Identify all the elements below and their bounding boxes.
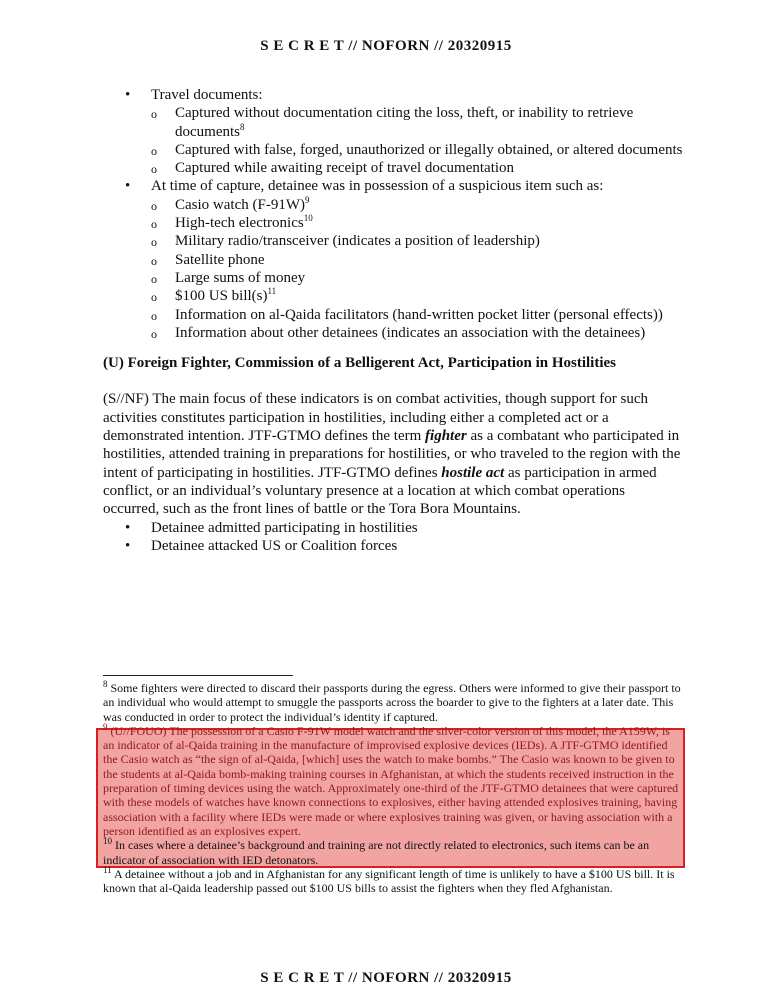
sub-list-item (151, 214, 683, 232)
footnote-number: 9 (103, 721, 108, 732)
sub-list-item (151, 269, 683, 287)
sub-item-text: Casio watch (F-91W) (175, 196, 305, 213)
suspicious-item-title: At time of capture, detainee was in possession of a suspicious item such as: (151, 178, 604, 195)
sub-item-text: Information about other detainees (indicates an association with the detainees) (175, 324, 646, 341)
travel-documents-title: Travel documents: (151, 87, 263, 103)
footnote-ref: 8 (240, 121, 245, 132)
list-item: • Detainee admitted participating in hostilities (103, 519, 683, 537)
sub-item-text: Captured with false, forged, unauthorized or illegally obtained, or altered documents (175, 141, 683, 158)
classification-footer: S E C R E T // NOFORN // 20320915 (260, 970, 512, 986)
list-item: • Detainee attacked US or Coalition forces (103, 537, 683, 555)
footnote-ref: 11 (267, 286, 277, 297)
footnote-text: Some fighters were directed to discard their passports during the egress. Others were informed to give their passport to an individual who would attempt to smuggle the passports across the boarder to give to the fighters at a later date. This was conducted in order to protect the individual’s identity if captured. (103, 681, 681, 724)
section-paragraph (103, 390, 683, 518)
sub-item-text: Captured without documentation citing the loss, theft, or inability to retrieve documents (175, 105, 634, 140)
sub-item-text: Satellite phone (175, 251, 265, 268)
defined-term: hostile act (441, 464, 505, 481)
document-body (103, 86, 683, 555)
sub-item-text: Captured while awaiting receipt of travel documentation (175, 160, 515, 177)
sub-list-item (151, 159, 683, 177)
paragraph-text: (S//NF) The main focus of these indicators is on combat activities, though support for such activities constitutes participation in hostilities, including either a completed act or a demonstrated intention. JTF-GTMO defines the term (103, 391, 649, 445)
footnote-11 (103, 864, 681, 896)
travel-documents-sublist (151, 104, 683, 177)
footnote-number: 8 (103, 679, 108, 689)
paragraph-text: as participation in armed conflict, or an individual’s voluntary presence at a location at which combat operations occurred, such as the front lines of battle or the Tora Bora Mountains. (103, 464, 657, 518)
sub-list-item (151, 196, 683, 214)
sub-item-text: Large sums of money (175, 269, 306, 286)
sub-item-text: High-tech electronics (175, 215, 304, 232)
footnote-ref: 9 (304, 194, 310, 205)
footnote-text: (U//FOUO) The possession of a Casio F-91W model watch and the silver-color version of this model, the A159W, is an indicator of al-Qaida training in the manufacture of improvised explosive devices (IEDs). A JTF-GTMO identified the Casio watch as “the sign of al-Qaida, [which] uses the watch to make bombs.” The Casio was known to be given to the students at al-Qaida bomb-making training courses in Afghanistan, at which the students received instruction in the preparation of timing devices using the watch. Approximately one-third of the JTF-GTMO detainees that were captured with these models of watches have known connections to explosives, either having attended explosives training, having association with a facility where IEDs were made or where explosives training was given, or having association with a person identified as an explosives expert. (103, 723, 679, 838)
sub-item-text: Information on al-Qaida facilitators (hand-written pocket litter (personal effects)) (175, 306, 663, 323)
defined-term: fighter (425, 428, 467, 445)
sub-list-item (151, 306, 683, 324)
footnote-text: In cases where a detainee’s background and training are not directly related to electronics, such items can be an indicator of association with IED detonators. (103, 838, 650, 867)
footnote-8 (103, 681, 681, 724)
sub-list-item (151, 324, 683, 342)
sub-list-item (151, 141, 683, 159)
sub-list-item (151, 287, 683, 305)
footnote-9 (103, 721, 681, 838)
sub-list-item (151, 232, 683, 250)
footnote-number: 11 (103, 864, 112, 875)
suspicious-item (103, 177, 683, 342)
travel-documents-item (103, 86, 683, 177)
suspicious-item-sublist (151, 196, 683, 342)
sub-list-item (151, 104, 683, 141)
sub-list-item (151, 251, 683, 269)
indicator-list (103, 86, 683, 342)
footnote-number: 10 (103, 836, 112, 847)
footnote-text: A detainee without a job and in Afghanistan for any significant length of time is unlikely to have a $100 US bill. It is known that al-Qaida leadership passed out $100 US bills to assist the fighters when they fled Afghanistan. (103, 866, 675, 896)
footnote-10 (103, 838, 681, 867)
sub-item-text: $100 US bill(s) (175, 288, 268, 305)
paragraph-text: as a combatant who participated in hostilities, attended training in preparations for hostilities, or who traveled to the region with the intent of participating in hostilities. JTF-GTMO defines (103, 428, 681, 481)
footnote-separator (103, 675, 293, 676)
sub-item-text: Military radio/transceiver (indicates a position of leadership) (175, 233, 540, 250)
footnote-ref: 10 (303, 213, 313, 224)
hostilities-list (103, 519, 683, 556)
classification-header: S E C R E T // NOFORN // 20320915 (260, 38, 512, 54)
section-heading: (U) Foreign Fighter, Commission of a Belligerent Act, Participation in Hostilities (103, 355, 617, 372)
footnotes (103, 681, 681, 895)
